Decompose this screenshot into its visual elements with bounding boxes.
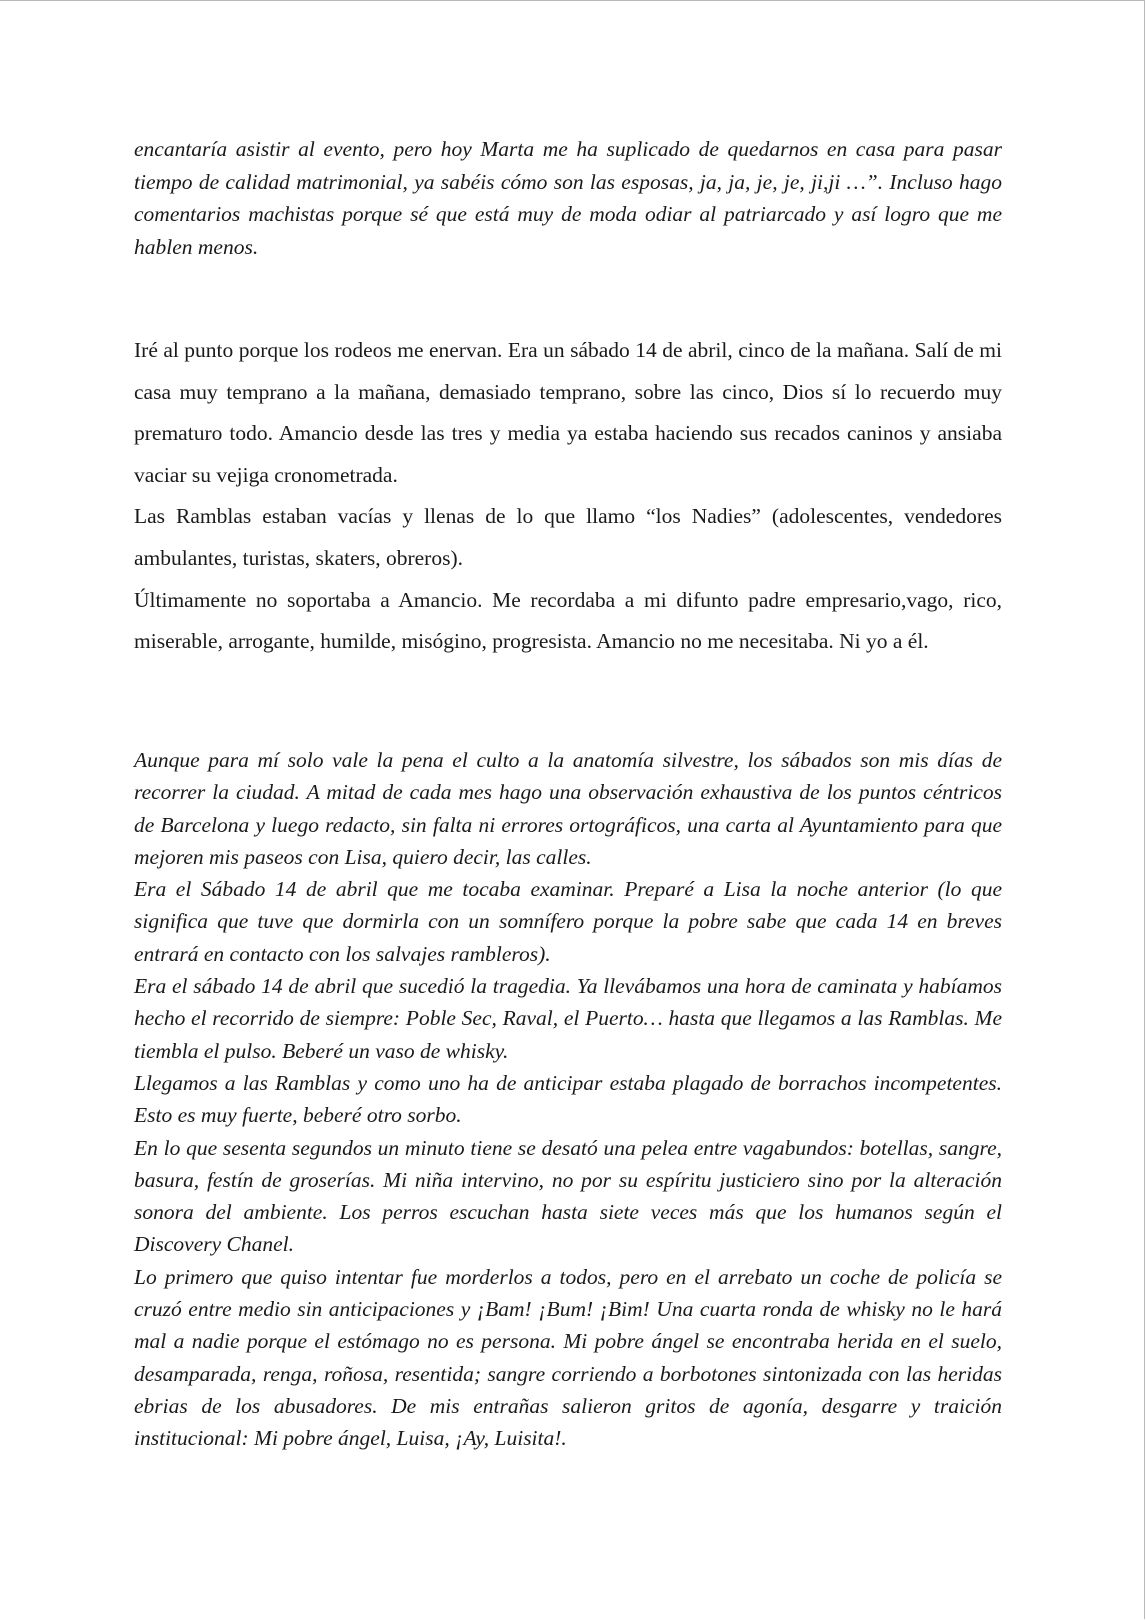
regular-text-block [134,330,1002,663]
paragraph: En lo que sesenta segundos un minuto tiene se desató una pelea entre vagabundos: botellas, sangre, basura, festín de groserías. Mi niña intervino, no por su espíritu justiciero sino por la alteración sonora del ambiente. Los perros escuchan hasta siete veces más que los humanos según el Discovery Chanel. [134,1135,1002,1257]
italic-text-block-top [134,133,1002,263]
paragraph: Últimamente no soportaba a Amancio. Me recordaba a mi difunto padre empresario,vago, rico, miserable, arrogante, humilde, misógino, progresista. Amancio no me necesitaba. Ni yo a él. [134,587,1002,654]
paragraph: Iré al punto porque los rodeos me enervan. Era un sábado 14 de abril, cinco de la mañana. Salí de mi casa muy temprano a la mañana, demasiado temprano, sobre las cinco, Dios sí lo recuerdo muy prematuro todo. Amancio desde las tres y media ya estaba haciendo sus recados caninos y ansiaba vaciar su vejiga cronometrada. [134,338,1002,487]
paragraph: encantaría asistir al evento, pero hoy Marta me ha suplicado de quedarnos en casa para pasar tiempo de calidad matrimonial, ya sabéis cómo son las esposas, ja, ja, je, je, ji,ji …”. Incluso hago comentarios machistas porque sé que está muy de moda odiar al patriarcado y así logro que me hablen menos. [134,137,1002,259]
paragraph: Aunque para mí solo vale la pena el culto a la anatomía silvestre, los sábados son mis días de recorrer la ciudad. A mitad de cada mes hago una observación exhaustiva de los puntos céntricos de Barcelona y luego redacto, sin falta ni errores ortográficos, una carta al Ayuntamiento para que mejoren mis paseos con Lisa, quiero decir, las calles. [134,748,1002,869]
italic-text-block-bottom [134,744,1002,1455]
paragraph: Era el sábado 14 de abril que sucedió la tragedia. Ya llevábamos una hora de caminata y habíamos hecho el recorrido de siempre: Poble Sec, Raval, el Puerto… hasta que llegamos a las Ramblas. Me tiembla el pulso. Beberé un vaso de whisky. [134,974,1002,1063]
paragraph: Lo primero que quiso intentar fue morderlos a todos, pero en el arrebato un coche de policía se cruzó entre medio sin anticipaciones y ¡Bam! ¡Bum! ¡Bim! Una cuarta ronda de whisky no le hará mal a nadie porque el estómago no es persona. Mi pobre ángel se encontraba herida en el suelo, desamparada, renga, roñosa, resentida; sangre corriendo a borbotones sintonizada con las heridas ebrias de los abusadores. De mis entrañas salieron gritos de agonía, desgarre y traición institucional: Mi pobre ángel, Luisa, ¡Ay, Luisita!. [134,1264,1002,1451]
paragraph: Llegamos a las Ramblas y como uno ha de anticipar estaba plagado de borrachos incompetentes. Esto es muy fuerte, beberé otro sorbo. [134,1070,1002,1128]
paragraph: Era el Sábado 14 de abril que me tocaba examinar. Preparé a Lisa la noche anterior (lo que significa que tuve que dormirla con un somnífero porque la pobre sabe que cada 14 en breves entrará en contacto con los salvajes rambleros). [134,877,1002,966]
paragraph: Las Ramblas estaban vacías y llenas de lo que llamo “los Nadies” (adolescentes, vendedores ambulantes, turistas, skaters, obreros). [134,504,1002,570]
